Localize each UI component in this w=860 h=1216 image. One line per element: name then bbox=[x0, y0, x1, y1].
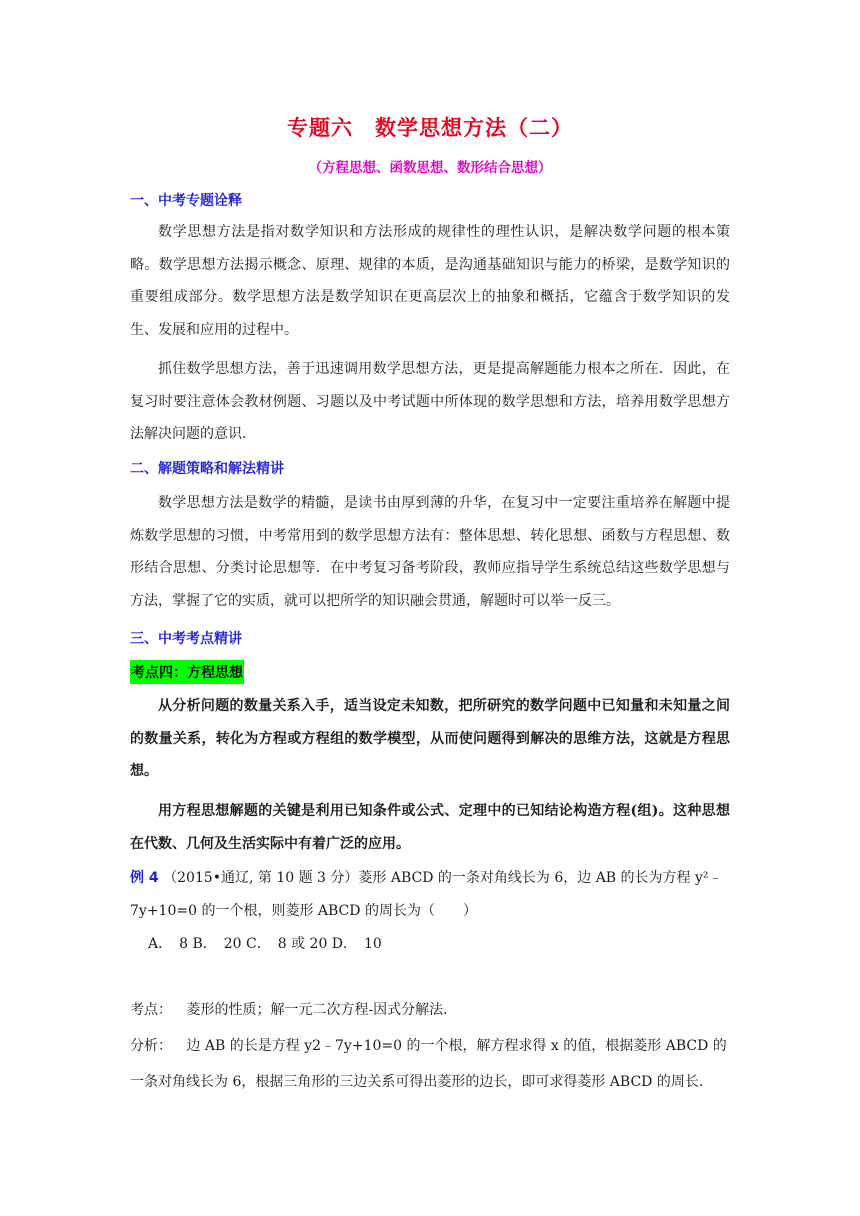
section2-paragraph-1: 数学思想方法是数学的精髓，是读书由厚到薄的升华，在复习中一定要注重培养在解题中提炼数学思想的习惯，中考常用到的数学思想方法有：整体思想、转化思想、函数与方程思想、数形结合思想、分类讨论思想等．在中考复习备考阶段，教师应指导学生系统总结这些数学思想与方法，掌握了它的实质，就可以把所学的知识融会贯通，解题时可以举一反三。 bbox=[130, 495, 730, 609]
section3-paragraph-1: 从分析问题的数量关系入手，适当设定未知数，把所研究的数学问题中已知量和未知量之间的数量关系，转化为方程或方程组的数学模型，从而使问题得到解决的思维方法，这就是方程思想。 bbox=[130, 698, 730, 779]
section-heading-3: 三、中考考点精讲 bbox=[130, 631, 242, 647]
exam-point-label: 考点四：方程思想 bbox=[130, 660, 244, 684]
example-options: A． 8 B． 20 C． 8 或 20 D． 10 bbox=[148, 936, 382, 952]
kaodian-line bbox=[130, 994, 730, 1026]
fenxi-line-1 bbox=[130, 1030, 730, 1062]
section-heading-1: 一、中考专题诠释 bbox=[130, 193, 242, 209]
section1-paragraph-1: 数学思想方法是指对数学知识和方法形成的规律性的理性认识，是解决数学问题的根本策略。数学思想方法揭示概念、原理、规律的本质，是沟通基础知识与能力的桥梁，是数学知识的重要组成部分。数学思想方法是数学知识在更高层次上的抽象和概括，它蕴含于数学知识的发生、发展和应用的过程中。 bbox=[130, 224, 730, 338]
example-question-text-1: （2015•通辽, 第 10 题 3 分）菱形 ABCD 的一条对角线长为 6，边 AB 的长为方程 y²﹣ bbox=[163, 870, 723, 886]
example-label: 例 4 bbox=[130, 870, 159, 886]
example-question-line-2: 7y+10=0 的一个根，则菱形 ABCD 的周长为（ ） bbox=[130, 903, 477, 919]
fenxi-line-2: 一条对角线长为 6，根据三角形的三边关系可得出菱形的边长，即可求得菱形 ABCD 的周长． bbox=[130, 1074, 713, 1090]
section3-paragraph-2: 用方程思想解题的关键是利用已知条件或公式、定理中的已知结论构造方程(组)。这种思想在代数、几何及生活实际中有着广泛的应用。 bbox=[130, 803, 730, 852]
fenxi-label: 分析： bbox=[130, 1038, 172, 1054]
section-heading-2: 二、解题策略和解法精讲 bbox=[130, 461, 284, 477]
page-title: 专题六 数学思想方法（二） bbox=[287, 116, 573, 140]
kaodian-label: 考点： bbox=[130, 1002, 172, 1018]
section1-paragraph-2: 抓住数学思想方法，善于迅速调用数学思想方法，更是提高解题能力根本之所在．因此，在复习时要注意体会教材例题、习题以及中考试题中所体现的数学思想和方法，培养用数学思想方法解决问题的意识． bbox=[130, 361, 730, 442]
kaodian-text: 菱形的性质；解一元二次方程-因式分解法． bbox=[186, 1002, 458, 1018]
page-subtitle: （方程思想、函数思想、数形结合思想） bbox=[308, 160, 552, 176]
fenxi-text-1: 边 AB 的长是方程 y2﹣7y+10=0 的一个根，解方程求得 x 的值，根据菱形 ABCD 的 bbox=[186, 1038, 727, 1054]
example-question-line-1 bbox=[130, 862, 730, 894]
